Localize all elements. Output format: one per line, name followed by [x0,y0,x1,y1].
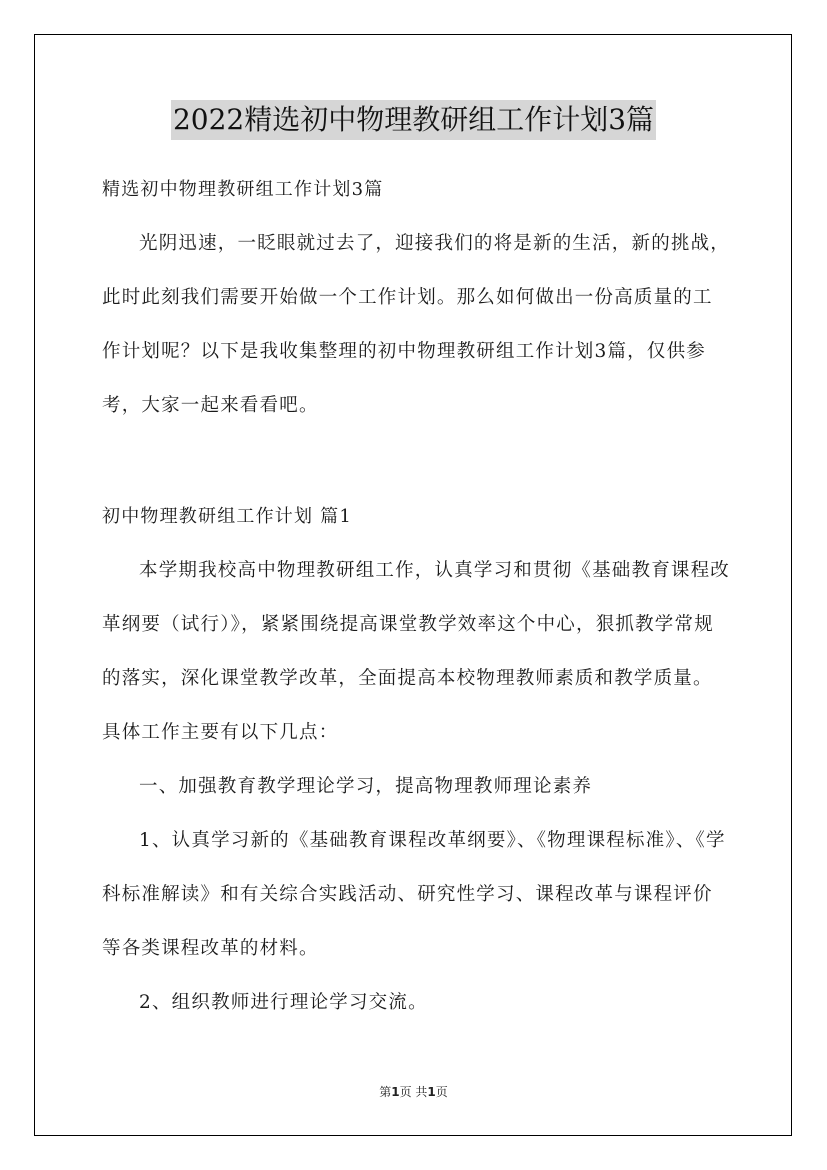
title-container [0,100,827,140]
section-1-item-heading: 一、加强教育教学理论学习，提高物理教师理论素养 [139,776,593,797]
footer-page-prefix: 第 [379,1085,392,1099]
footer-total-pages: 1 [427,1085,436,1099]
footer-page-suffix: 页 [435,1085,448,1099]
document-body [102,163,732,433]
footer-page-number: 1 [391,1085,400,1099]
section-1-heading: 初中物理教研组工作计划 篇1 [102,506,352,527]
section-1 [102,490,732,1030]
section-1-paragraph: 本学期我校高中物理教研组工作，认真学习和贯彻《基础教育课程改革纲要（试行）》，紧紧围绕提高课堂教学效率这个中心，狠抓教学常规的落实，深化课堂教学改革，全面提高本校物理教师素质和教学质量。具体工作主要有以下几点： [102,560,731,743]
section-1-item-2: 2、组织教师进行理论学习交流。 [139,992,428,1013]
page-footer [0,1083,827,1100]
footer-page-mid: 页 共 [399,1085,428,1099]
document-subtitle: 精选初中物理教研组工作计划3篇 [102,179,384,200]
intro-paragraph: 光阴迅速，一眨眼就过去了，迎接我们的将是新的生活，新的挑战，此时此刻我们需要开始做一个工作计划。那么如何做出一份高质量的工作计划呢？以下是我收集整理的初中物理教研组工作计划3篇，仅供参考，大家一起来看看吧。 [102,233,731,416]
section-1-item-1: 1、认真学习新的《基础教育课程改革纲要》、《物理课程标准》、《学科标准解读》和有关综合实践活动、研究性学习、课程改革与课程评价等各类课程改革的材料。 [102,830,726,959]
document-title: 2022精选初中物理教研组工作计划3篇 [171,100,656,140]
